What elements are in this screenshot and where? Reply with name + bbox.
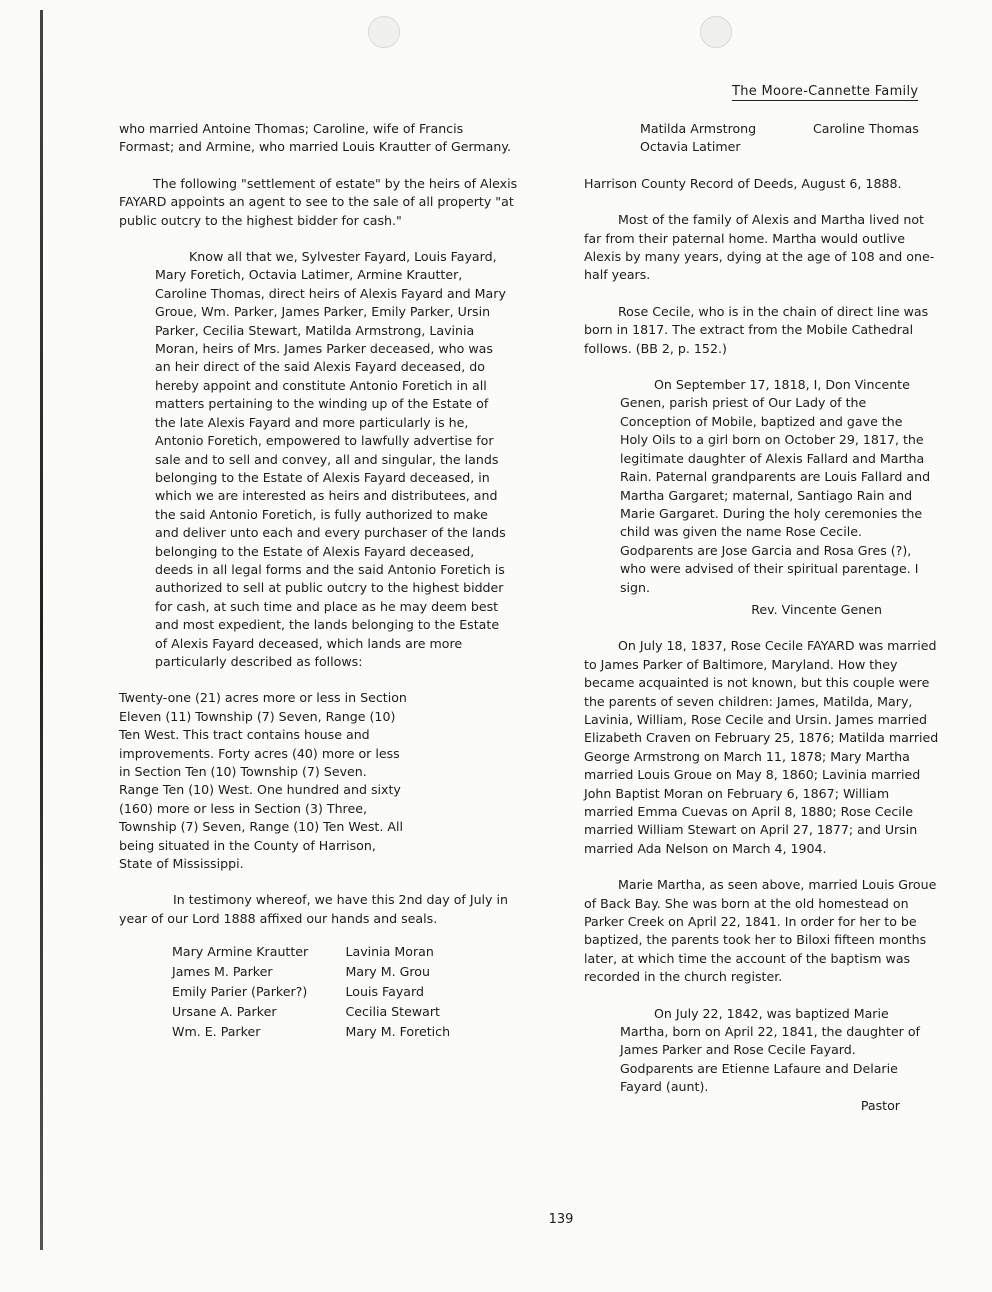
signature: Mary Armine Krautter [172, 944, 309, 960]
signature: James M. Parker [172, 964, 273, 980]
signature: Wm. E. Parker [172, 1024, 261, 1040]
signature: Mary M. Foretich [345, 1024, 451, 1040]
signature: Cecilia Stewart [345, 1004, 440, 1020]
record-citation: Harrison County Record of Deeds, August 6, 1888. [584, 175, 902, 191]
signature-list-continued [584, 120, 940, 157]
settlement-intro: The following "settlement of estate" by the heirs of Alexis FAYARD appoints an agent to see to the sale of all property "at public outcry to the highest bidder for cash." [119, 175, 518, 228]
signature: Lavinia Moran [345, 944, 434, 960]
signature: Ursane A. Parker [172, 1004, 277, 1020]
left-column [119, 120, 519, 1042]
baptism-signer: Rev. Vincente Genen [751, 601, 882, 617]
punch-hole [700, 16, 732, 48]
punch-hole [368, 16, 400, 48]
signature-list [172, 942, 519, 1042]
marie-martha-paragraph: Marie Martha, as seen above, married Louis Groue of Back Bay. She was born at the old homestead on Parker Creek on April 22, 1841. In order for her to be baptized, the parents took her to Biloxi fifteen months later, at which time the account of the baptism was recorded in the church register. [584, 877, 937, 985]
baptism-record-quote-2: On July 22, 1842, was baptized Marie Martha, born on April 22, 1841, the daughter of James Parker and Rose Cecile Fayard. Godparents are Etienne Lafaure and Delarie Fayard (aunt). [620, 1005, 920, 1095]
family-paragraph: Most of the family of Alexis and Martha lived not far from their paternal home. Martha would outlive Alexis by many years, dying at the age of 108 and one-half years. [584, 212, 935, 283]
signature: Emily Parier (Parker?) [172, 984, 308, 1000]
rose-cecile-paragraph: Rose Cecile, who is in the chain of direct line was born in 1817. The extract from the Mobile Cathedral follows. (BB 2, p. 152.) [584, 303, 929, 356]
signature: Louis Fayard [345, 984, 424, 1000]
signature: Mary M. Grou [345, 964, 430, 980]
right-column [584, 120, 940, 1115]
running-head: The Moore-Cannette Family [732, 84, 919, 99]
marriage-paragraph: On July 18, 1837, Rose Cecile FAYARD was married to James Parker of Baltimore, Maryland. How they became acquainted is not known, but this couple were the parents of seven children: James, Matilda, Mary, Lavinia, William, Rose Cecile and Ursin. James married Elizabeth Craven on February 25, 1876; Matilda married George Armstrong on March 11, 1878; Mary Martha married Louis Groue on May 8, 1860; Lavinia married John Baptist Moran on February 6, 1867; William married Emma Cuevas on April 8, 1880; Rose Cecile married William Stewart on April 27, 1877; and Ursin married Ada Nelson on March 4, 1904. [584, 638, 939, 856]
page-number: 139 [548, 1212, 574, 1227]
signature: Caroline Thomas [813, 121, 919, 136]
signature: Octavia Latimer [640, 139, 741, 155]
signature: Matilda Armstrong [640, 121, 757, 136]
testimony-paragraph: In testimony whereof, we have this 2nd day of July in year of our Lord 1888 affixed our hands and seals. [119, 892, 508, 926]
signature-column [346, 942, 520, 1042]
binding-edge [40, 10, 43, 1250]
baptism-record-quote: On September 17, 1818, I, Don Vincente Genen, parish priest of Our Lady of the Conception of Mobile, baptized and gave the Holy Oils to a girl born on October 29, 1817, the legitimate daughter of Alexis Fallard and Martha Rain. Paternal grandparents are Louis Fallard and Martha Gargaret; maternal, Santiago Rain and Marie Gargaret. During the holy ceremonies the child was given the name Rose Cecile. Godparents are Jose Garcia and Rosa Gres (?), who were advised of their spiritual parentage. I sign. [620, 377, 931, 595]
intro-paragraph: who married Antoine Thomas; Caroline, wife of Francis Formast; and Armine, who married Louis Krautter of Germany. [119, 121, 512, 155]
signature-column [172, 942, 346, 1042]
land-description: Twenty-one (21) acres more or less in Section Eleven (11) Township (7) Seven, Range (10) Ten West. This tract contains house and improvements. Forty acres (40) more or less in Section Ten (10) Township (7) Seven. Range Ten (10) West. One hundred and sixty (160) more or less in Section (3) Three, Township (7) Seven, Range (10) Ten West. All being situated in the County of Harrison, State of Mississippi. [119, 690, 407, 872]
pastor-signature: Pastor [860, 1097, 900, 1113]
know-all-paragraph: Know all that we, Sylvester Fayard, Louis Fayard, Mary Foretich, Octavia Latimer, Armine Krautter, Caroline Thomas, direct heirs of Alexis Fayard and Mary Groue, Wm. Parker, James Parker, Emily Parker, Ursin Parker, Cecilia Stewart, Matilda Armstrong, Lavinia Moran, heirs of Mrs. James Parker deceased, who was an heir direct of the said Alexis Fayard deceased, do hereby appoint and constitute Antonio Foretich in all matters pertaining to the winding up of the Estate of the late Alexis Fayard and more particularly is he, Antonio Foretich, empowered to lawfully advertise for sale and to sell and convey, all and singular, the lands belonging to the Estate of Alexis Fayard deceased, in which we are interested as heirs and distributees, and the said Antonio Foretich, is fully authorized to make and deliver unto each and every purchaser of the lands belonging to the Estate of Alexis Fayard deceased, deeds in all legal forms and the said Antonio Foretich is authorized to sell at public outcry to the highest bidder for cash, at such time and place as he may deem best and most expedient, the lands belonging to the Estate of Alexis Fayard deceased, which lands are more particularly described as follows: [155, 249, 506, 669]
